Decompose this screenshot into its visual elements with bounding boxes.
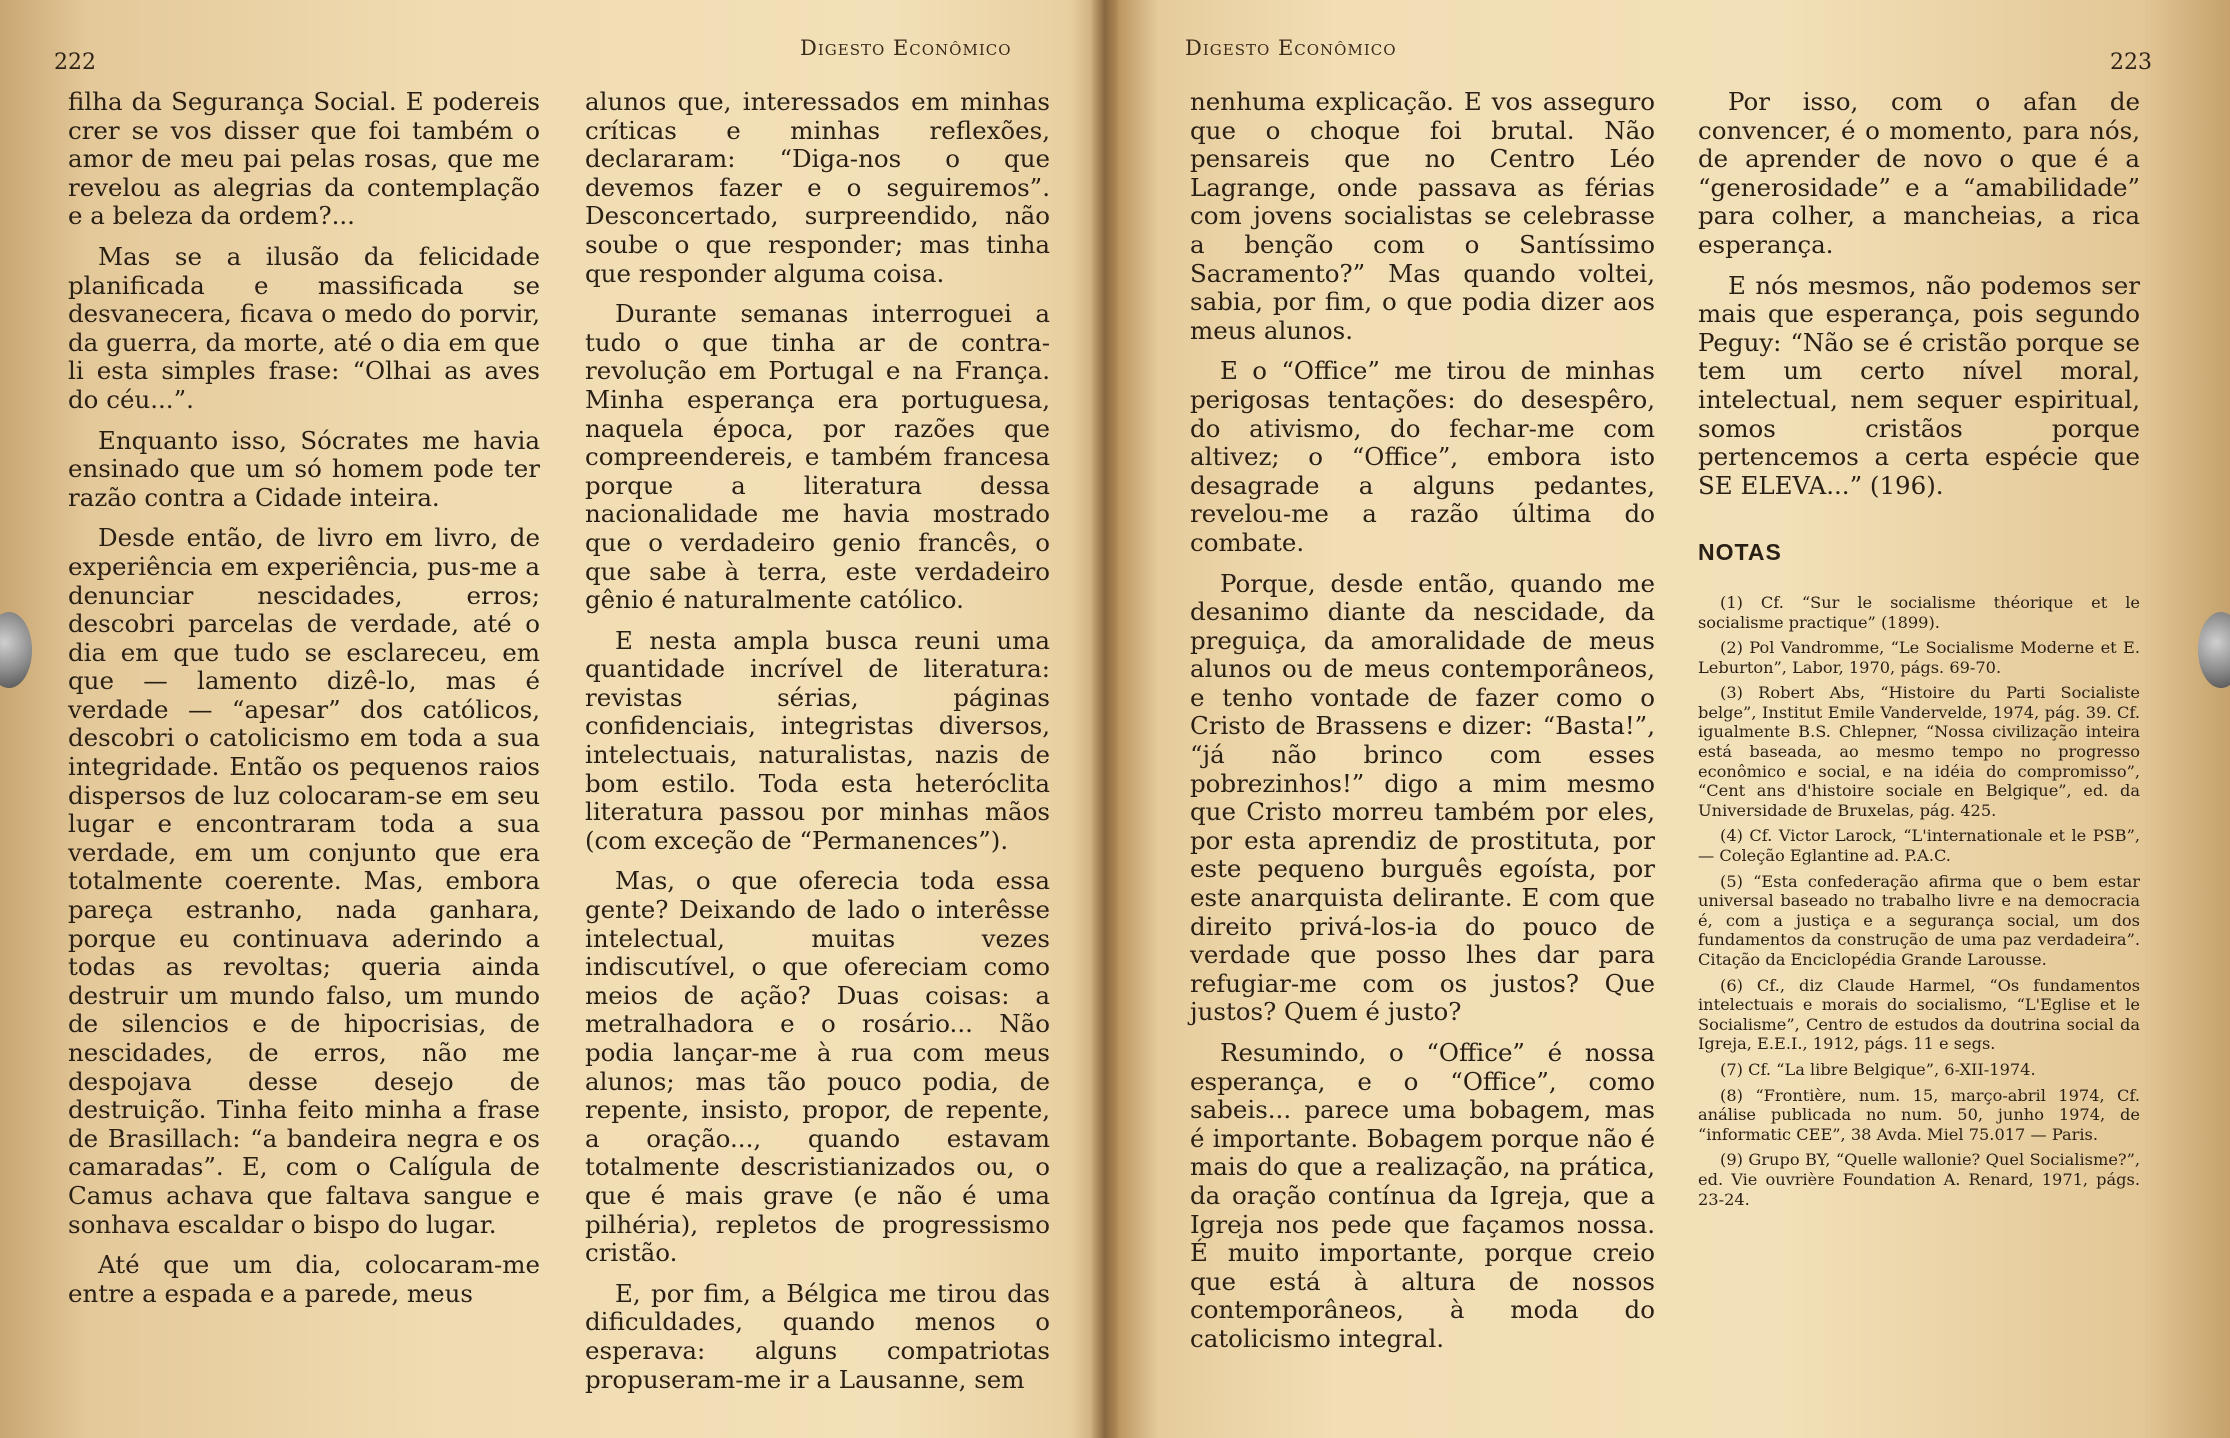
right-column-1 [1190, 88, 1655, 1366]
right-page-number: 223 [2110, 50, 2152, 75]
footnote: (7) Cf. “La libre Belgique”, 6-XII-1974. [1720, 1059, 2036, 1079]
footnote: (1) Cf. “Sur le socialisme théorique et le socialisme practique” (1899). [1698, 592, 2140, 632]
footnotes [1698, 593, 2140, 1209]
paragraph: Enquanto isso, Sócrates me havia ensinado que um só homem pode ter razão contra a Cidade inteira. [68, 425, 540, 512]
footnote: (8) “Frontière, num. 15, março-abril 1974, Cf. análise publicada no num. 50, junho 1974, de “informatic CEE”, 38 Avda. Miel 75.017 — Paris. [1698, 1085, 2140, 1144]
paragraph: E, por fim, a Bélgica me tirou das dificuldades, quando menos o esperava: alguns compatriotas propuseram-me ir a Lausanne, sem [585, 1278, 1050, 1394]
paragraph: alunos que, interessados em minhas críticas e minhas reflexões, declararam: “Diga-nos o que devemos fazer e o seguiremos”. Desconcertado, surpreendido, não soube o que responder; mas tinha que responder alguma coisa. [585, 87, 1050, 288]
left-page-number: 222 [54, 50, 96, 75]
paragraph: Resumindo, o “Office” é nossa esperança, e o “Office”, como sabeis... parece uma bobagem, mas é importante. Bobagem porque não é mais do que a realização, na prática, da oração contínua da Igreja, que a Igreja nos pede que façamos nossa. É muito importante, porque creio que está à altura de nossos contemporâneos, à moda do catolicismo integral. [1190, 1038, 1655, 1353]
right-page [1120, 0, 2230, 1438]
left-column-1 [68, 88, 540, 1320]
paragraph: nenhuma explicação. E vos asseguro que o choque foi brutal. Não pensareis que no Centro Léo Lagrange, onde passava as férias com jovens socialistas se celebrasse a benção com o Santíssimo Sacramento?” Mas quando voltei, sabia, por fim, o que podia dizer aos meus alunos. [1190, 87, 1655, 345]
paragraph: E nós mesmos, não podemos ser mais que esperança, pois segundo Peguy: “Não se é cristão porque se tem um certo nível moral, intelectual, nem sequer espiritual, somos cristãos porque pertencemos a certa espécie que SE ELEVA...” (196). [1698, 270, 2140, 500]
paragraph: E o “Office” me tirou de minhas perigosas tentações: do desespêro, do ativismo, do fechar-me com altivez; o “Office”, embora isto desagrade a alguns pedantes, revelou-me a razão última do combate. [1190, 356, 1655, 557]
footnote: (6) Cf., diz Claude Harmel, “Os fundamentos intelectuais e morais do socialismo, “L'Eglise et le Socialisme”, Centro de estudos da doutrina social da Igreja, E.E.I., 1912, págs. 11 e segs. [1698, 975, 2140, 1054]
paragraph: Porque, desde então, quando me desanimo diante da nescidade, da preguiça, da amoralidade de meus alunos ou de meus contemporâneos, e tenho vontade de fazer como o Cristo de Brassens e dizer: “Basta!”, “já não brinco com esses pobrezinhos!” digo a mim mesmo que Cristo morreu também por eles, por esta aprendiz de prostituta, por este pequeno burguês egoísta, por este anarquista delirante. E com que direito privá-los-ia do pouco de verdade que posso lhes dar para refugiar-me com os justos? Que justos? Quem é justo? [1190, 568, 1655, 1027]
left-column-2 [585, 88, 1050, 1406]
footnote: (4) Cf. Victor Larock, “L'internationale et le PSB”, — Coleção Eglantine ad. P.A.C. [1698, 826, 2140, 866]
paragraph: E nesta ampla busca reuni uma quantidade incrível de literatura: revistas sérias, páginas confidenciais, integristas diversos, intelectuais, naturalistas, nazis de bom estilo. Toda esta heteróclita literatura passou por minhas mãos (com exceção de “Permanences”). [585, 625, 1050, 855]
paragraph: Até que um dia, colocaram-me entre a espada e a parede, meus [68, 1250, 540, 1308]
left-page [0, 0, 1105, 1438]
paragraph: Desde então, de livro em livro, de experiência em experiência, pus-me a denunciar nescidades, erros; descobri parcelas de verdade, até o dia em que tudo se esclareceu, em que — lamento dizê-lo, mas é verdade — “apesar” dos católicos, descobri o catolicismo em toda a sua integridade. Então os pequenos raios dispersos de luz colocaram-se em seu lugar e encontraram toda a sua verdade, em um conjunto que era totalmente coerente. Mas, embora pareça estranho, nada ganhara, porque eu continuava aderindo a todas as revoltas; queria ainda destruir um mundo falso, um mundo de silencios e de hipocrisias, de nescidades, de erros, não me despojava desse desejo de destruição. Tinha feito minha a frase de Brasillach: “a bandeira negra e os camaradas”. E, com o Calígula de Camus achava que faltava sangue e sonhava escaldar o bispo do lugar. [68, 523, 540, 1239]
footnote: (5) “Esta confederação afirma que o bem estar universal baseado no trabalho livre e na democracia é, com a justiça e a segurança social, um dos fundamentos da construção de uma paz verdadeira”. Citação da Enciclopédia Grande Larousse. [1698, 871, 2140, 969]
right-running-head: Digesto Econômico [1185, 36, 1397, 60]
left-running-head: Digesto Econômico [800, 36, 1012, 60]
paragraph: Por isso, com o afan de convencer, é o momento, para nós, de aprender de novo o que é a “generosidade” e a “amabilidade” para colher, a mancheias, a rica esperança. [1698, 87, 2140, 259]
paragraph: filha da Segurança Social. E podereis crer se vos disser que foi também o amor de meu pai pelas rosas, que me revelou as alegrias da contemplação e a beleza da ordem?... [68, 87, 540, 231]
footnote: (3) Robert Abs, “Histoire du Parti Socialiste belge”, Institut Emile Vandervelde, 1974, pág. 39. Cf. igualmente B.S. Chlepner, “Nossa civilização inteira está baseada, ao mesmo tempo no progresso econômico e social, e na idéia do compromisso”, “Cent ans d'histoire sociale en Belgique”, ed. da Universidade de Bruxelas, pág. 425. [1698, 683, 2140, 820]
notes-heading: NOTAS [1698, 539, 1782, 566]
paragraph: Mas, o que oferecia toda essa gente? Deixando de lado o interêsse intelectual, muitas vezes indiscutível, o que ofereciam como meios de ação? Duas coisas: a metralhadora e o rosário... Não podia lançar-me à rua com meus alunos; mas tão pouco podia, de repente, insisto, propor, de repente, a oração..., quando estavam totalmente descristianizados ou, o que é mais grave (e não é uma pilhéria), repletos de progressismo cristão. [585, 866, 1050, 1268]
footnote: (9) Grupo BY, “Quelle wallonie? Quel Socialisme?”, ed. Vie ouvrière Foundation A. Renard, 1971, págs. 23-24. [1698, 1150, 2140, 1209]
paragraph: Durante semanas interroguei a tudo o que tinha ar de contra-revolução em Portugal e na França. Minha esperança era portuguesa, naquela época, por razões que compreendereis, e também francesa porque a literatura dessa nacionalidade me havia mostrado que o verdadeiro genio francês, o que sabe à terra, este verdadeiro gênio é naturalmente católico. [585, 299, 1050, 615]
footnote: (2) Pol Vandromme, “Le Socialisme Moderne et E. Leburton”, Labor, 1970, págs. 69-70. [1698, 638, 2140, 677]
paragraph: Mas se a ilusão da felicidade planificada e massificada se desvanecera, ficava o medo do porvir, da guerra, da morte, até o dia em que li esta simples frase: “Olhai as aves do céu...”. [68, 241, 541, 414]
right-column-2 [1698, 88, 2140, 1215]
